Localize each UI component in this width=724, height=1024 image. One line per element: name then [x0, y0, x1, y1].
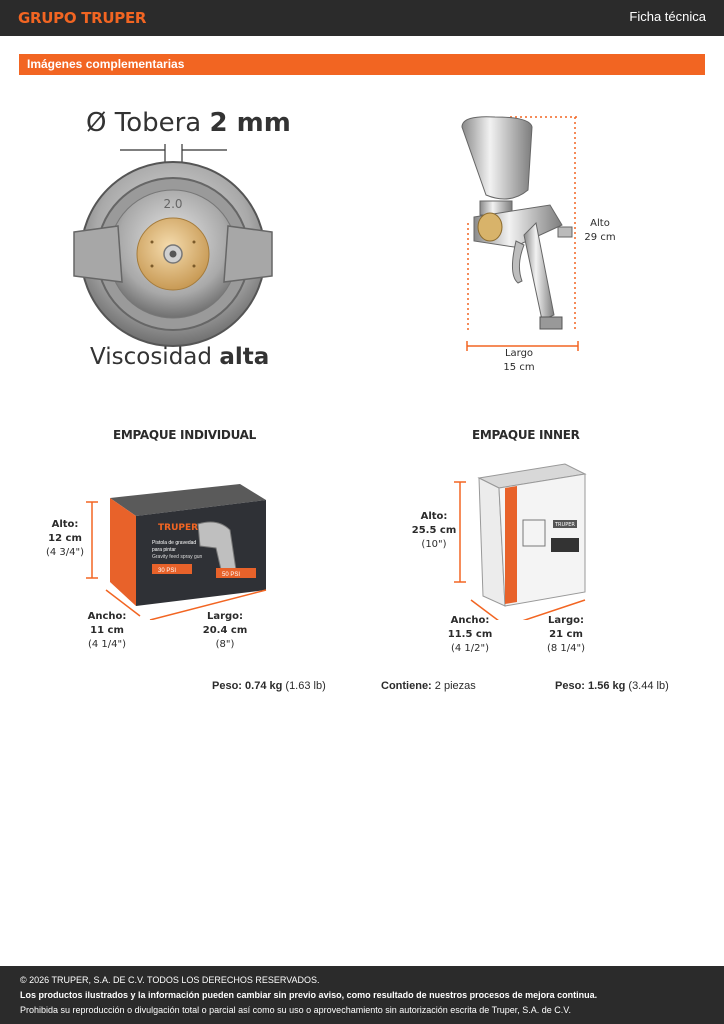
footer-copyright: © 2026 TRUPER, S.A. DE C.V. TODOS LOS DERECHOS RESERVADOS.	[20, 975, 320, 985]
individual-height-dimension: Alto: 12 cm (4 3/4")	[45, 519, 85, 558]
nozzle-illustration	[60, 140, 300, 360]
section-header	[19, 54, 705, 75]
gun-height-dimension: Alto 29 cm	[584, 218, 616, 243]
inner-pack-figure	[405, 460, 705, 660]
gun-length-dimension: Largo 15 cm	[503, 348, 535, 373]
inner-length-dimension: Largo: 21 cm (8 1/4")	[546, 615, 586, 654]
section-title: Imágenes complementarias	[27, 57, 185, 71]
viscosity-label: Viscosidad alta	[90, 344, 270, 370]
spray-gun-figure	[450, 105, 650, 380]
sheet-type-label: Ficha técnica	[629, 9, 706, 24]
individual-pack-title: EMPAQUE INDIVIDUAL	[113, 428, 256, 442]
individual-width-dimension: Ancho: 11 cm (4 1/4")	[87, 611, 127, 650]
individual-box-psi-high: 50 PSI	[222, 572, 241, 578]
individual-box-text-2: para pintar	[152, 547, 176, 553]
top-header-bar	[0, 0, 724, 36]
individual-box-text-3: Gravity feed spray gun	[152, 554, 203, 560]
individual-length-dimension: Largo: 20.4 cm (8")	[202, 611, 248, 650]
individual-box-brand: TRUPER	[158, 523, 199, 533]
inner-contents: Contiene: 2 piezas	[381, 680, 476, 692]
individual-pack-figure	[40, 470, 330, 660]
footer	[0, 966, 724, 1024]
nozzle-figure	[60, 100, 300, 390]
inner-pack-title: EMPAQUE INNER	[472, 428, 580, 442]
footer-legal: Prohibida su reproducción o divulgación total o parcial así como su uso o aprovechamiento sin autorización escrita de Truper, S.A. de C.V.	[20, 1005, 571, 1015]
spray-gun-illustration	[450, 105, 590, 355]
inner-box-brand: TRUPER	[555, 522, 575, 528]
individual-box-psi-low: 30 PSI	[158, 568, 177, 574]
individual-weight: Peso: 0.74 kg (1.63 lb)	[212, 680, 326, 692]
inner-height-dimension: Alto: 25.5 cm (10")	[411, 511, 457, 550]
truper-logo: GRUPO TRUPER	[18, 9, 147, 27]
footer-notice: Los productos ilustrados y la información pueden cambiar sin previo aviso, como resultado de nuestros procesos de mejora continua.	[20, 990, 598, 1000]
nozzle-size-label: Ø Tobera 2 mm	[86, 108, 291, 138]
inner-width-dimension: Ancho: 11.5 cm (4 1/2")	[447, 615, 493, 654]
inner-weight: Peso: 1.56 kg (3.44 lb)	[555, 680, 669, 692]
individual-box-text-1: Pistola de gravedad	[152, 540, 197, 546]
nozzle-engraving: 2.0	[163, 197, 183, 211]
